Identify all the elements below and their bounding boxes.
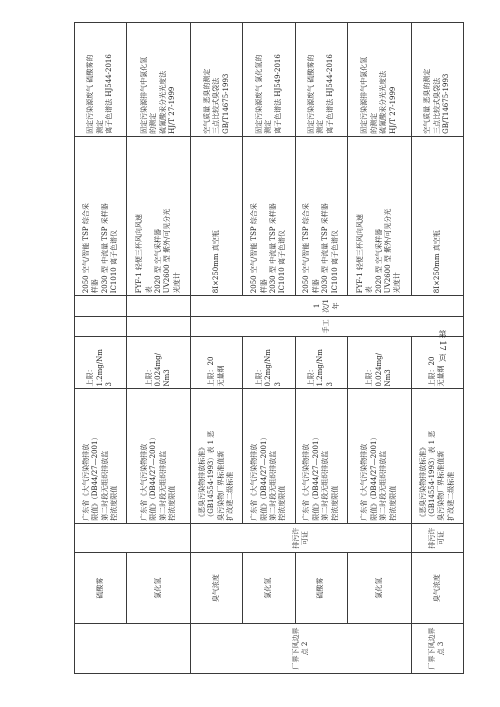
cell-line: 限值》（DB44/27—2001） — [149, 433, 158, 521]
cell-limit — [347, 337, 411, 389]
cell-standard — [411, 389, 463, 523]
cell-line: 控浓度限值 — [109, 485, 118, 521]
cell-line: 硫氰酸汞分光光度法 — [158, 70, 167, 134]
cell-line: 测定 — [316, 119, 325, 134]
cell-line: 广东省《大气污染物排放 — [360, 443, 369, 521]
cell-line: IC1010 离子色谱仪 — [330, 230, 339, 294]
cell-analysis — [191, 23, 243, 137]
cell-freq: 1 次/1 年 — [191, 296, 464, 316]
cell-line: 样器 — [311, 279, 320, 294]
cell-line: 第二时段无组织排放监 — [268, 450, 277, 521]
cell-line: 空气质量 恶臭的测定 — [202, 68, 211, 134]
cell-line: 臭污染物厂界标准值新 — [216, 450, 225, 521]
cell-line: 光度计 — [393, 272, 402, 294]
cell-line: 扩改建二级标准 — [446, 471, 455, 521]
cell-line: 2020 型 空气采样器 — [153, 228, 162, 294]
cell-line: 广东省《大气污染物排放 — [81, 443, 90, 521]
cell-freq — [75, 296, 127, 316]
cell-line: 《恶臭污染物排放标准》 — [418, 443, 427, 521]
cell-equipment — [191, 136, 243, 295]
cell-standard — [347, 389, 411, 523]
cell-analysis — [347, 23, 411, 137]
cell-pollutant: 臭气浓度 — [411, 553, 463, 624]
cell-line: 光度计 — [172, 272, 181, 294]
cell-line: 第二时段无组织排放监 — [100, 450, 109, 521]
cell-line: 限值》（DB44/27—2001） — [311, 433, 320, 521]
cell-line: 第二时段无组织排放监 — [379, 450, 388, 521]
cell-line: 扩改建二级标准 — [226, 471, 235, 521]
cell-line: 硫氰酸汞分光光度法 — [379, 70, 388, 134]
cell-line: IC1010 离子色谱仪 — [109, 230, 118, 294]
cell-analysis — [75, 23, 127, 137]
cell-line: 3 — [325, 382, 334, 387]
cell-line: 样器 — [259, 279, 268, 294]
cell-analysis — [411, 23, 463, 137]
cell-line: 2050 空气/智能 TSP 综合采 — [81, 203, 90, 294]
cell-line: Nm3 — [383, 369, 392, 387]
table-row — [295, 23, 347, 674]
cell-line: 固定污染源废气 硫酸雾的 — [86, 54, 95, 134]
cell-equipment — [127, 136, 191, 295]
cell-line: 2050 空气/智能 TSP 综合采 — [250, 203, 259, 294]
cell-line: Nm3 — [163, 369, 172, 387]
cell-line: 离子色谱法 HJ544-2016 — [325, 54, 334, 134]
cell-place — [75, 623, 191, 673]
cell-line: 上限： — [144, 365, 153, 387]
cell-standard — [295, 389, 347, 523]
table-row — [347, 23, 411, 674]
cell-line: 3 — [273, 382, 282, 387]
cell-line: 测定 — [264, 119, 273, 134]
cell-line: 离子色谱法 HJ549-2016 — [273, 54, 282, 134]
cell-limit — [75, 337, 127, 389]
table-row — [75, 23, 127, 674]
cell-line: 广东省《大气污染物排放 — [139, 443, 148, 521]
cell-place: 厂界下风边界点 3 — [411, 623, 463, 673]
cell-line: 上限： — [254, 365, 263, 387]
cell-line: 的测定 — [149, 112, 158, 134]
cell-line: 限值》（DB44/27—2001） — [91, 433, 100, 521]
cell-line: （GB14554-1993）表 1 恶 — [427, 430, 436, 521]
cell-line: 上限：20 — [207, 356, 216, 387]
cell-place: 厂界下风边界点 2 — [191, 623, 412, 673]
cell-permit: 排污许可证 — [191, 523, 412, 553]
cell-line: UV2600 型 紫外/可见分光 — [383, 208, 392, 294]
cell-line: 上限：20 — [427, 356, 436, 387]
cell-line: 2020 型 空气采样器 — [374, 228, 383, 294]
cell-line: （GB14554-1993）表 1 恶 — [207, 430, 216, 521]
cell-limit — [127, 337, 191, 389]
cell-standard — [191, 389, 243, 523]
cell-line: FYF-1 轻便三杯风向风速 — [135, 214, 144, 294]
cell-line: 限值》（DB44/27—2001） — [369, 433, 378, 521]
cell-limit — [243, 337, 295, 389]
cell-line: 表 — [365, 286, 374, 294]
cell-method — [75, 316, 127, 336]
cell-line: 样器 — [91, 279, 100, 294]
cell-line: 三点比较式臭袋法 — [432, 77, 441, 134]
rotated-table-wrapper — [74, 22, 464, 674]
cell-line: 臭污染物厂界标准值新 — [437, 450, 446, 521]
cell-line: 离子色谱法 HJ544-2016 — [105, 54, 114, 134]
cell-permit — [75, 523, 191, 553]
cell-line: 3 — [105, 382, 114, 387]
cell-analysis — [243, 23, 295, 137]
cell-pollutant: 硫酸雾 — [295, 553, 347, 624]
cell-equipment — [243, 136, 295, 295]
cell-line: 三点比较式臭袋法 — [212, 77, 221, 134]
table-row — [243, 23, 295, 674]
cell-line: 广东省《大气污染物排放 — [250, 443, 259, 521]
cell-line: 限值》（DB44/27—2001） — [259, 433, 268, 521]
cell-line: 1.2mg/Nm — [95, 349, 104, 387]
cell-line: GB/T14675-1993 — [442, 73, 451, 134]
cell-line: 2050 空气/智能 TSP 综合采 — [302, 203, 311, 294]
cell-pollutant: 氯化氢 — [347, 553, 411, 624]
cell-freq — [127, 296, 191, 316]
cell-line: 控浓度限值 — [330, 485, 339, 521]
cell-line: 《恶臭污染物排放标准》 — [197, 443, 206, 521]
cell-line: 无量纲 — [437, 365, 446, 387]
cell-line: HJ/T 27-1999 — [168, 86, 177, 134]
cell-equipment — [295, 136, 347, 295]
cell-line: 的测定 — [369, 112, 378, 134]
cell-line: 8I×250mm 真空瓶 — [432, 230, 441, 294]
cell-equipment — [75, 136, 127, 295]
cell-analysis — [127, 23, 191, 137]
cell-line: UV2600 型 紫外/可见分光 — [163, 208, 172, 294]
cell-line: 空气质量 恶臭的测定 — [423, 68, 432, 134]
cell-line: IC1010 离子色谱仪 — [278, 230, 287, 294]
cell-line: 控浓度限值 — [388, 485, 397, 521]
cell-pollutant: 臭气浓度 — [191, 553, 243, 624]
cell-standard — [75, 389, 127, 523]
monitoring-table — [74, 22, 464, 674]
cell-pollutant: 硫酸雾 — [75, 553, 127, 624]
cell-line: 1.2mg/Nm — [316, 349, 325, 387]
cell-line: 上限： — [365, 365, 374, 387]
cell-line: 2030 型 中流量 TSP 采样器 — [268, 203, 277, 294]
cell-pollutant: 氯化氢 — [127, 553, 191, 624]
table-row — [127, 23, 191, 674]
cell-pollutant: 氯化氢 — [243, 553, 295, 624]
cell-limit — [191, 337, 243, 389]
cell-line: 0.024mg/ — [374, 352, 383, 387]
cell-line: 上限： — [306, 365, 315, 387]
cell-equipment — [411, 136, 463, 295]
cell-line: 8I×250mm 真空瓶 — [212, 230, 221, 294]
cell-line: 测定 — [95, 119, 104, 134]
cell-analysis — [295, 23, 347, 137]
cell-line: 控浓度限值 — [278, 485, 287, 521]
cell-standard — [243, 389, 295, 523]
cell-line: GB/T14675-1993 — [221, 73, 230, 134]
cell-permit: 排污许可证 — [411, 523, 463, 553]
cell-line: FYF-1 轻便三杯风向风速 — [355, 214, 364, 294]
cell-method — [127, 316, 191, 336]
table-row — [191, 23, 243, 674]
cell-line: 2030 型 中流量 TSP 采样器 — [321, 203, 330, 294]
cell-line: 固定污染源废气 硫酸雾的 — [306, 54, 315, 134]
cell-equipment — [347, 136, 411, 295]
cell-line: 固定污染源排气中氯化氢 — [139, 56, 148, 134]
cell-line: 第二时段无组织排放监 — [321, 450, 330, 521]
cell-line: 固定污染源排气中氯化氢 — [360, 56, 369, 134]
cell-line: 0.024mg/ — [153, 352, 162, 387]
cell-line: 无量纲 — [216, 365, 225, 387]
cell-line: HJ/T 27-1999 — [388, 86, 397, 134]
cell-line: 第二时段无组织排放监 — [158, 450, 167, 521]
cell-method: 手工 — [191, 316, 464, 336]
cell-line: 0.2mg/Nm — [264, 349, 273, 387]
cell-standard — [127, 389, 191, 523]
cell-limit — [295, 337, 347, 389]
cell-line: 控浓度限值 — [168, 485, 177, 521]
cell-line: 固定污染源废气 氯化氢的 — [254, 54, 263, 134]
cell-line: 上限： — [86, 365, 95, 387]
table-body — [75, 23, 464, 674]
cell-line: 广东省《大气污染物排放 — [302, 443, 311, 521]
cell-line: 表 — [144, 286, 153, 294]
page-number: 第 17 页 — [438, 330, 447, 362]
cell-line: 2030 型 中流量 TSP 采样器 — [100, 203, 109, 294]
